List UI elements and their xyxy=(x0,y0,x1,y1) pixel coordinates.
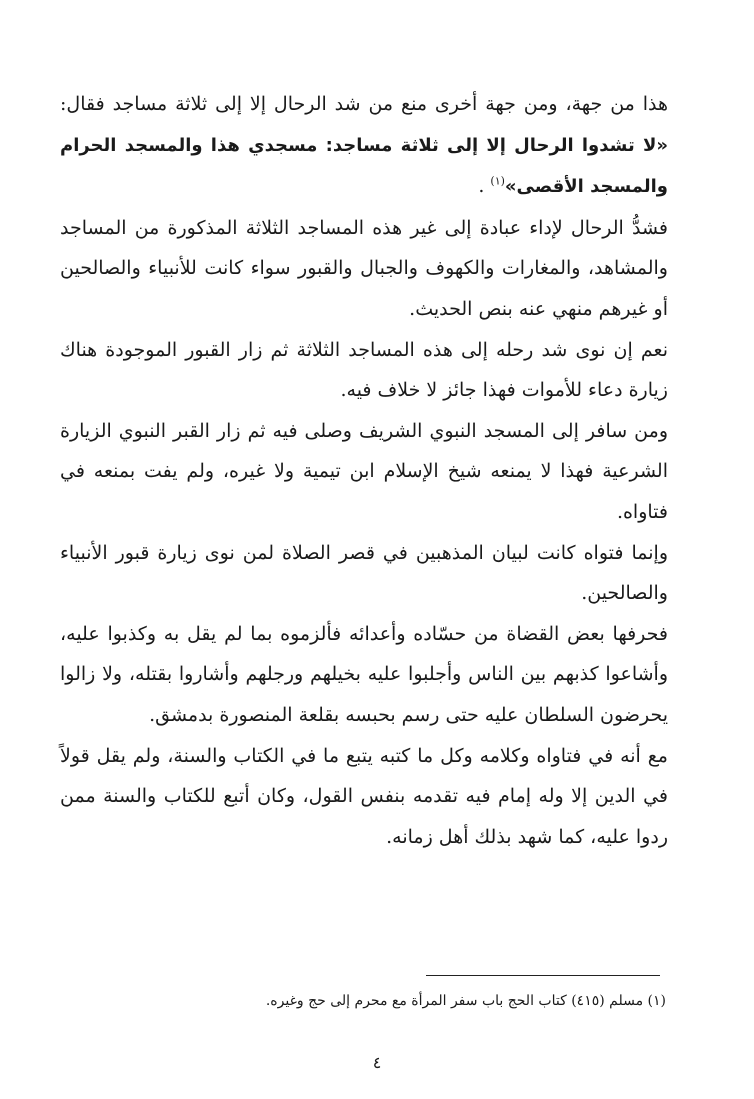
paragraph-1-tail: . xyxy=(478,175,491,198)
paragraph-1 xyxy=(60,84,668,208)
footnote-divider xyxy=(426,975,660,976)
page-number: ٤ xyxy=(372,1053,382,1072)
hadith-quote: «لا تشدوا الرحال إلا إلى ثلاثة مساجد: مسجدي هذا والمسجد الحرام والمسجد الأقصى» xyxy=(60,134,668,198)
footnote-reference: (١) xyxy=(490,174,505,188)
paragraph-7: مع أنه في فتاواه وكلامه وكل ما كتبه يتبع ما في الكتاب والسنة، ولم يقل قولاً في الدين إلا وله إمام فيه تقدمه بنفس القول، وكان أتبع للكتاب والسنة ممن ردوا عليه، كما شهد بذلك أهل زمانه. xyxy=(60,744,668,848)
footnote: (١) مسلم (٤١٥) كتاب الحج باب سفر المرأة مع محرم إلى حج وغيره. xyxy=(265,993,666,1009)
main-text xyxy=(60,84,668,857)
paragraph-1-lead: هذا من جهة، ومن جهة أخرى منع من شد الرحال إلا إلى ثلاثة مساجد فقال: xyxy=(60,93,668,115)
paragraph-6: فحرفها بعض القضاة من حسّاده وأعدائه فألزموه بما لم يقل به وكذبوا عليه، وأشاعوا كذبهم بين الناس وأجلبوا عليه بخيلهم ورجلهم وأشاروا بقتله، ولا زالوا يحرضون السلطان عليه حتى رسم بحبسه بقلعة المنصورة بدمشق. xyxy=(60,622,668,726)
paragraph-4: ومن سافر إلى المسجد النبوي الشريف وصلى فيه ثم زار القبر النبوي الزيارة الشرعية فهذا لا يمنعه شيخ الإسلام ابن تيمية ولا غيره، ولم يفت بمنعه في فتاواه. xyxy=(60,419,668,523)
paragraph-5: وإنما فتواه كانت لبيان المذهبين في قصر الصلاة لمن نوى زيارة قبور الأنبياء والصالحين. xyxy=(60,541,668,605)
paragraph-2: فشدُّ الرحال لإداء عبادة إلى غير هذه المساجد الثلاثة المذكورة من المساجد والمشاهد، والمغارات والكهوف والجبال والقبور سواء كانت للأنبياء والصالحين أو غيرهم منهي عنه بنص الحديث. xyxy=(60,216,668,320)
paragraph-3: نعم إن نوى شد رحله إلى هذه المساجد الثلاثة ثم زار القبور الموجودة هناك زيارة دعاء للأموات فهذا جائز لا خلاف فيه. xyxy=(60,338,668,402)
